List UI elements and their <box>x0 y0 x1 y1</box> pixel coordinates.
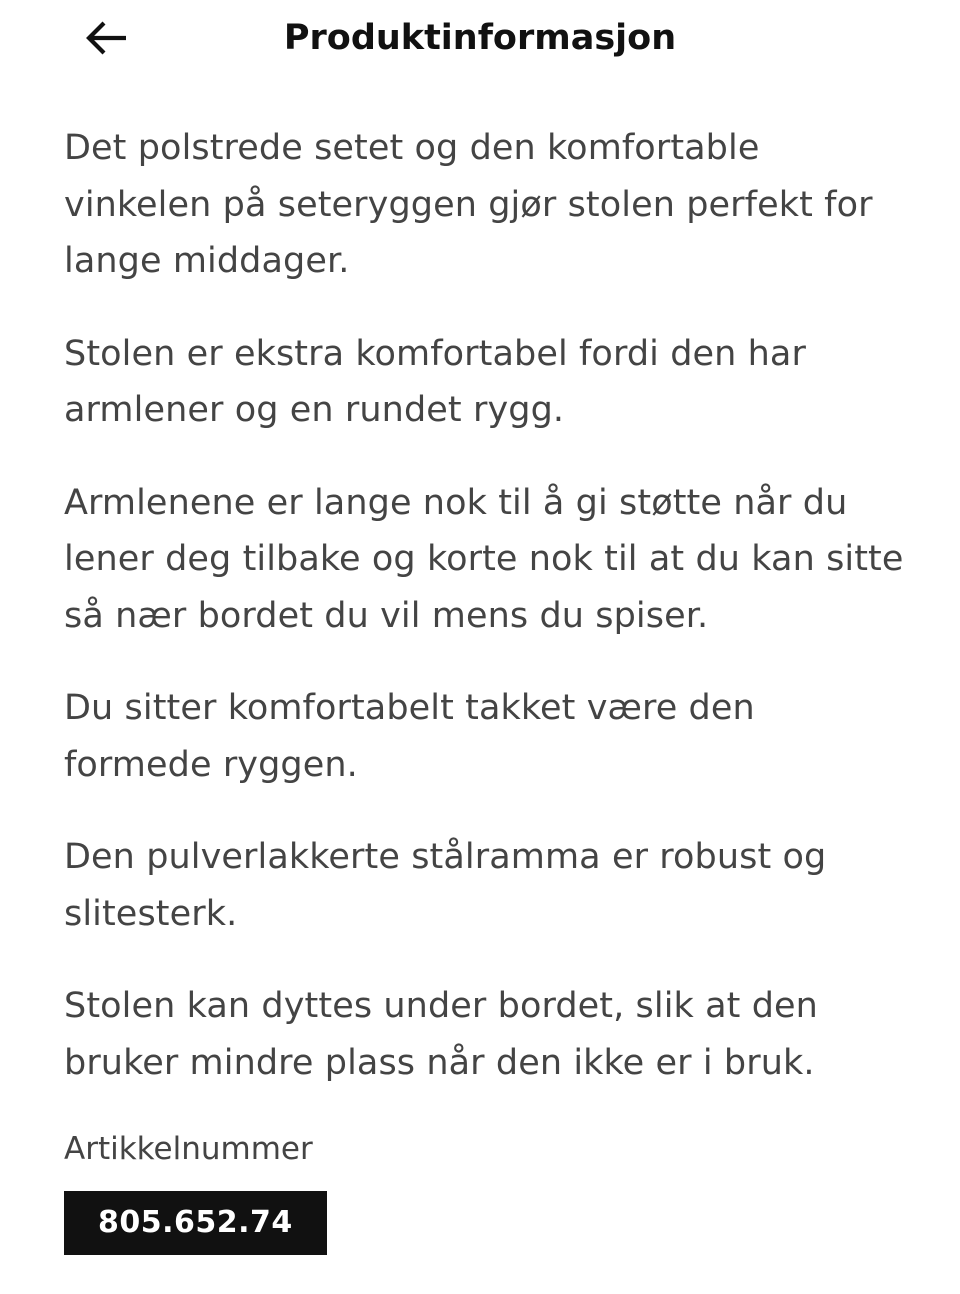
description-paragraph: Stolen er ekstra komfortabel fordi den har armlener og en rundet rygg. <box>64 333 806 430</box>
product-description <box>64 120 904 1255</box>
top-app-bar <box>0 0 960 76</box>
description-paragraph: Stolen kan dyttes under bordet, slik at den bruker mindre plass når den ikke er i bruk. <box>64 986 818 1083</box>
article-number-badge: 805.652.74 <box>64 1191 327 1255</box>
description-paragraph: Den pulverlakkerte stålramma er robust og slitesterk. <box>64 837 827 934</box>
description-paragraph: Det polstrede setet og den komfortable vinkelen på seteryggen gjør stolen perfekt for lange middager. <box>64 128 873 281</box>
article-number-label: Artikkelnummer <box>64 1131 313 1167</box>
page-title: Produktinformasjon <box>283 18 677 58</box>
description-paragraph: Du sitter komfortabelt takket være den formede ryggen. <box>64 688 755 785</box>
description-paragraph: Armlenene er lange nok til å gi støtte når du lener deg tilbake og korte nok til at du kan sitte så nær bordet du vil mens du spiser. <box>64 482 904 636</box>
